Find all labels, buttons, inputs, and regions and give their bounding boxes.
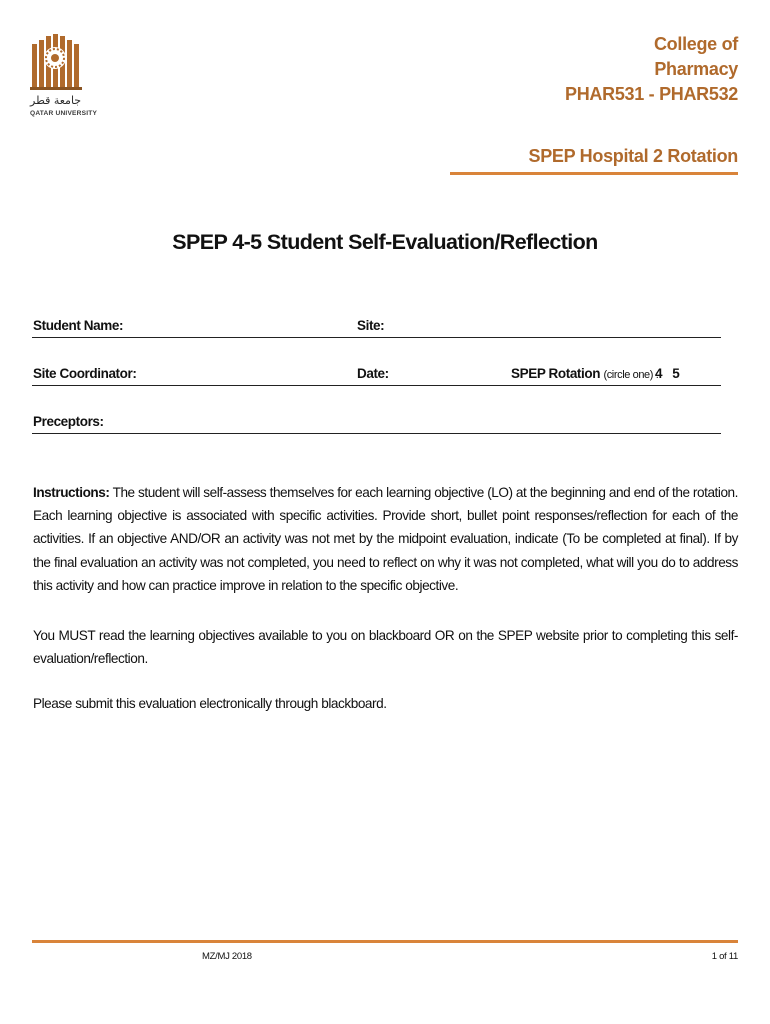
logo-english-name: QATAR UNIVERSITY [30, 110, 98, 117]
instructions-text: The student will self-assess themselves for each learning objective (LO) at the beginning and end of the rotation. Each learning objective is associated with specific activities. Provide short, bullet point responses/reflection for each of the activities. If an objective AND/OR an activity was not met by the midpoint evaluation, indicate (To be completed at final). If by the final evaluation an activity was not completed, you need to reflect on why it was not completed, what will you do to address this activity and how can practice improve in relation to the specific objective. [33, 485, 738, 593]
site-label: Site: [357, 318, 385, 333]
course-code: PHAR531 - PHAR532 [565, 84, 738, 104]
instructions-label: Instructions: [33, 485, 110, 500]
spep-rotation-text: SPEP Rotation [511, 366, 601, 381]
site-coordinator-label: Site Coordinator: [33, 366, 137, 381]
logo-arabic-name: جامعة قطر [30, 94, 82, 107]
date-label: Date: [357, 366, 389, 381]
document-title: SPEP 4-5 Student Self-Evaluation/Reflection [172, 230, 598, 254]
footer-initials: MZ/MJ 2018 [202, 951, 252, 962]
footer-divider [32, 940, 738, 943]
circle-one-hint: (circle one) : [603, 369, 659, 381]
college-line-1: College of [653, 34, 738, 54]
page-number: 1 of 11 [711, 951, 738, 962]
qatar-university-emblem-icon [30, 30, 82, 92]
rotation-heading: SPEP Hospital 2 Rotation [528, 146, 738, 166]
rotation-options[interactable]: 4 5 [655, 366, 680, 381]
spep-rotation-label [511, 366, 658, 381]
preceptors-label: Preceptors: [33, 414, 104, 429]
college-line-2: Pharmacy [654, 59, 738, 79]
student-name-label: Student Name: [33, 318, 124, 333]
site-coordinator-line[interactable] [32, 385, 721, 386]
qatar-university-logo [30, 30, 98, 122]
submit-paragraph: Please submit this evaluation electronically through blackboard. [33, 696, 387, 711]
header-block [565, 32, 738, 107]
must-read-paragraph: You MUST read the learning objectives available to you on blackboard OR on the SPEP website prior to completing this self-evaluation/reflection. [33, 628, 738, 667]
student-name-line[interactable] [32, 337, 721, 338]
header-divider [450, 172, 738, 175]
instructions-paragraph [33, 481, 738, 597]
preceptors-line[interactable] [32, 433, 721, 434]
